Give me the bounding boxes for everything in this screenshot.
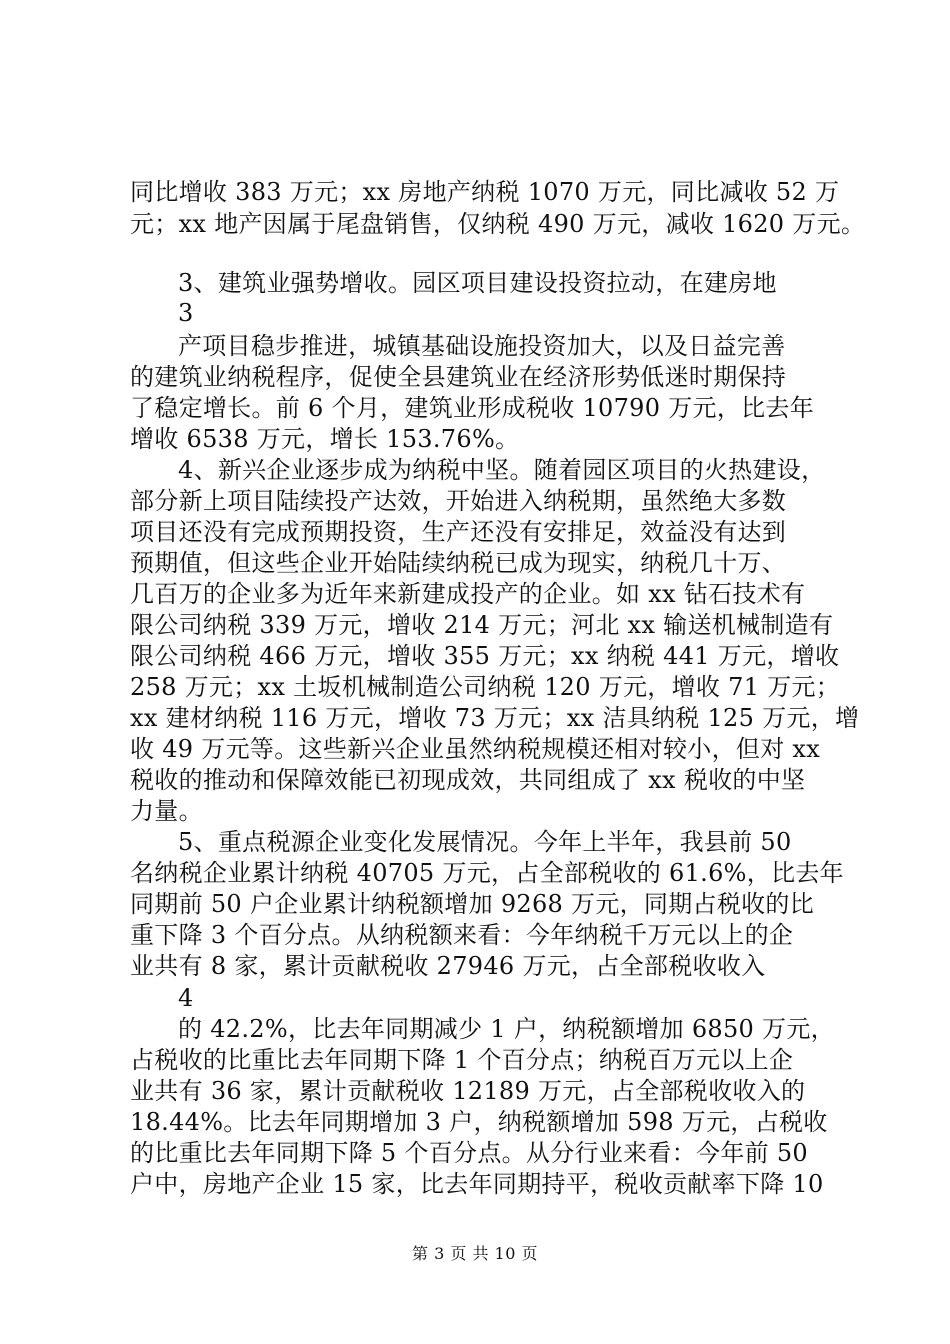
page-break-marker: 3 bbox=[178, 299, 194, 327]
text-line: 元；xx 地产因属于尾盘销售，仅纳税 490 万元，减收 1620 万元。 bbox=[130, 210, 866, 238]
text-line: xx 建材纳税 116 万元，增收 73 万元；xx 洁具纳税 125 万元，增 bbox=[130, 704, 860, 732]
text-line: 4、新兴企业逐步成为纳税中坚。随着园区项目的火热建设， bbox=[178, 456, 826, 484]
text-line: 部分新上项目陆续投产达效，开始进入纳税期，虽然绝大多数 bbox=[130, 487, 787, 515]
text-line: 同比增收 383 万元；xx 房地产纳税 1070 万元，同比减收 52 万 bbox=[130, 178, 840, 206]
text-line: 预期值，但这些企业开始陆续纳税已成为现实，纳税几十万、 bbox=[130, 549, 787, 577]
text-line: 户中，房地产企业 15 家，比去年同期持平，税收贡献率下降 10 bbox=[130, 1170, 824, 1198]
text-line: 258 万元；xx 土坂机械制造公司纳税 120 万元，增收 71 万元； bbox=[130, 673, 841, 701]
text-line: 的建筑业纳税程序，促使全县建筑业在经济形势低迷时期保持 bbox=[130, 363, 787, 391]
text-line: 收 49 万元等。这些新兴企业虽然纳税规模还相对较小，但对 xx bbox=[130, 735, 821, 763]
text-line: 18.44%。比去年同期增加 3 户，纳税额增加 598 万元，占税收 bbox=[130, 1108, 828, 1136]
text-line: 产项目稳步推进，城镇基础设施投资加大，以及日益完善 bbox=[178, 332, 786, 360]
text-line: 增收 6538 万元，增长 153.76%。 bbox=[130, 425, 520, 453]
page-break-marker: 4 bbox=[178, 984, 194, 1012]
text-line: 重下降 3 个百分点。从纳税额来看：今年纳税千万元以上的企 bbox=[130, 921, 794, 949]
text-line: 了稳定增长。前 6 个月，建筑业形成税收 10790 万元，比去年 bbox=[130, 394, 815, 422]
text-line: 同期前 50 户企业累计纳税额增加 9268 万元，同期占税收的比 bbox=[130, 890, 815, 918]
text-line: 力量。 bbox=[130, 797, 203, 825]
page-number-label: 第 3 页 共 10 页 bbox=[412, 1244, 538, 1263]
text-line: 占税收的比重比去年同期下降 1 个百分点；纳税百万元以上企 bbox=[130, 1046, 794, 1074]
text-line: 限公司纳税 466 万元，增收 355 万元；xx 纳税 441 万元，增收 bbox=[130, 642, 840, 670]
text-line: 几百万的企业多为近年来新建成投产的企业。如 xx 钻石技术有 bbox=[130, 580, 806, 608]
text-line: 业共有 36 家，累计贡献税收 12189 万元，占全部税收收入的 bbox=[130, 1077, 806, 1105]
text-line: 5、重点税源企业变化发展情况。今年上半年，我县前 50 bbox=[178, 828, 792, 856]
text-line: 限公司纳税 339 万元，增收 214 万元；河北 xx 输送机械制造有 bbox=[130, 611, 834, 639]
text-line: 项目还没有完成预期投资，生产还没有安排足，效益没有达到 bbox=[130, 518, 787, 546]
text-line: 的 42.2%，比去年同期减少 1 户，纳税额增加 6850 万元， bbox=[178, 1015, 835, 1043]
text-line: 税收的推动和保障效能已初现成效，共同组成了 xx 税收的中坚 bbox=[130, 766, 806, 794]
text-line: 3、建筑业强势增收。园区项目建设投资拉动，在建房地 bbox=[178, 269, 777, 297]
text-line: 名纳税企业累计纳税 40705 万元，占全部税收的 61.6%，比去年 bbox=[130, 859, 844, 887]
text-line: 业共有 8 家，累计贡献税收 27946 万元，占全部税收收入 bbox=[130, 952, 766, 980]
page-footer bbox=[0, 1244, 950, 1264]
text-line: 的比重比去年同期下降 5 个百分点。从分行业来看：今年前 50 bbox=[130, 1139, 808, 1167]
